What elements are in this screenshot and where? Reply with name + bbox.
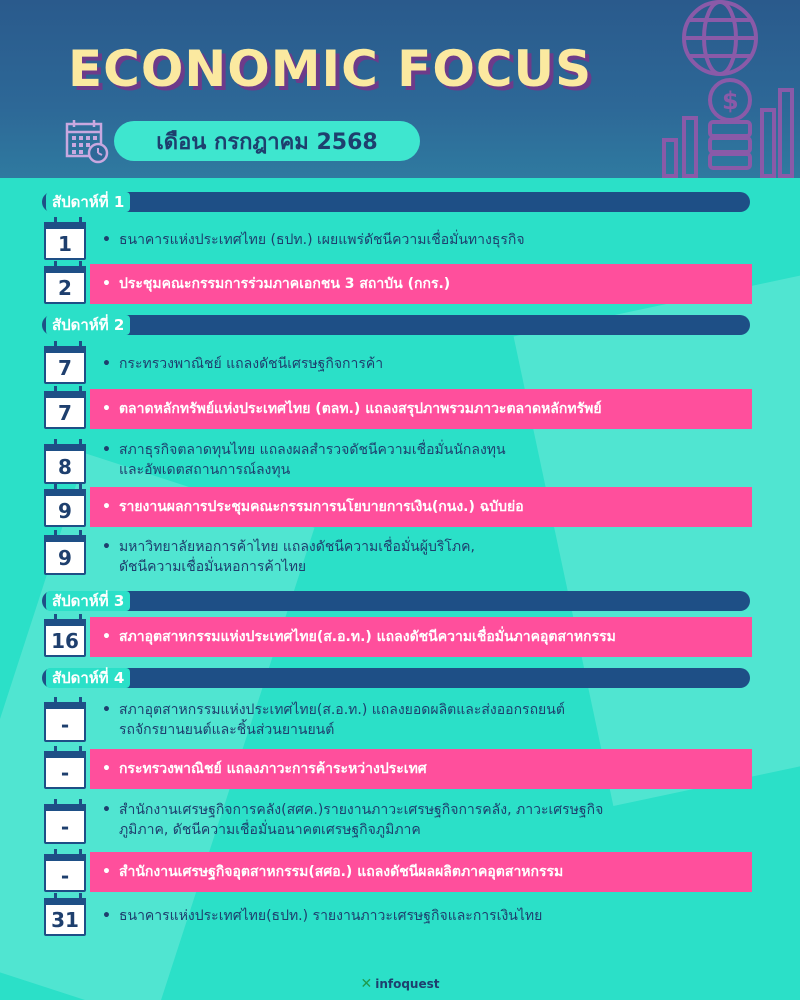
item-description: สำนักงานเศรษฐกิจอุตสาหกรรม(สศอ.) แถลงดัชนีผลผลิตภาคอุตสาหกรรม [118, 864, 564, 880]
week-bar [42, 192, 750, 212]
date-badge: 9 [44, 489, 86, 527]
week-bar [42, 591, 750, 611]
item-description: มหาวิทยาลัยหอการค้าไทย แถลงดัชนีความเชื่อมั่นผู้บริโภค, ดัชนีความเชื่อมั่นหอการค้าไทย [118, 539, 475, 575]
date-badge: 16 [44, 619, 86, 657]
item-description: กระทรวงพาณิชย์ แถลงดัชนีเศรษฐกิจการค้า [118, 356, 384, 372]
date-badge: - [44, 804, 86, 844]
item-description: ธนาคารแห่งประเทศไทย(ธปท.) รายงานภาวะเศรษฐกิจและการเงินไทย [118, 908, 543, 924]
infoquest-logo-icon: ✕ [360, 976, 373, 992]
item-description: กระทรวงพาณิชย์ แถลงภาวะการค้าระหว่างประเทศ [118, 761, 427, 777]
item-description: สภาอุตสาหกรรมแห่งประเทศไทย(ส.อ.ท.) แถลงดัชนีความเชื่อมั่นภาคอุตสาหกรรม [118, 629, 616, 645]
footer-brand [0, 974, 800, 994]
list-item: 1 • ธนาคารแห่งประเทศไทย (ธปท.) เผยแพร่ดัชนีความเชื่อมั่นทางธุรกิจ [44, 220, 752, 260]
date-badge: 2 [44, 266, 86, 304]
week-2-label: สัปดาห์ที่ 2 [46, 315, 130, 335]
list-item: 9 • มหาวิทยาลัยหอการค้าไทย แถลงดัชนีความเชื่อมั่นผู้บริโภค, ดัชนีความเชื่อมั่นหอการค้าไทย [44, 533, 752, 573]
page-title: ECONOMIC FOCUS [68, 40, 593, 98]
svg-text:$: $ [722, 87, 739, 115]
date-badge: - [44, 751, 86, 789]
week-1-label: สัปดาห์ที่ 1 [46, 192, 130, 212]
date-badge: 7 [44, 391, 86, 429]
date-badge: 31 [44, 898, 86, 936]
item-description: ธนาคารแห่งประเทศไทย (ธปท.) เผยแพร่ดัชนีความเชื่อมั่นทางธุรกิจ [118, 232, 525, 248]
list-item: - • สำนักงานเศรษฐกิจอุตสาหกรรม(สศอ.) แถลงดัชนีผลผลิตภาคอุตสาหกรรม [44, 852, 752, 892]
date-badge: 1 [44, 222, 86, 260]
list-item: 9 • รายงานผลการประชุมคณะกรรมการนโยบายการเงิน(กนง.) ฉบับย่อ [44, 487, 752, 527]
list-item: - • สำนักงานเศรษฐกิจการคลัง(สศค.)รายงานภาวะเศรษฐกิจการคลัง, ภาวะเศรษฐกิจ ภูมิภาค, ดัชนีความเชื่อมั่นอนาคตเศรษฐกิจภูมิภาค [44, 796, 752, 836]
date-badge: 9 [44, 535, 86, 575]
date-badge: - [44, 854, 86, 892]
globe-money-icon [600, 0, 800, 178]
item-description: สำนักงานเศรษฐกิจการคลัง(สศค.)รายงานภาวะเศรษฐกิจการคลัง, ภาวะเศรษฐกิจ ภูมิภาค, ดัชนีความเชื่อมั่นอนาคตเศรษฐกิจภูมิภาค [118, 802, 604, 838]
week-bar [42, 668, 750, 688]
date-badge: - [44, 702, 86, 742]
calendar-clock-icon [64, 118, 110, 164]
date-badge: 7 [44, 346, 86, 384]
date-badge: 8 [44, 444, 86, 484]
header [0, 0, 800, 178]
list-item: 31 • ธนาคารแห่งประเทศไทย(ธปท.) รายงานภาวะเศรษฐกิจและการเงินไทย [44, 896, 752, 936]
list-item: 7 • กระทรวงพาณิชย์ แถลงดัชนีเศรษฐกิจการค้า [44, 344, 752, 384]
list-item: - • สภาอุตสาหกรรมแห่งประเทศไทย(ส.อ.ท.) แถลงยอดผลิตและส่งออกรถยนต์ รถจักรยานยนต์และชิ้นส่วนยานยนต์ [44, 696, 752, 736]
item-description: ตลาดหลักทรัพย์แห่งประเทศไทย (ตลท.) แถลงสรุปภาพรวมภาวะตลาดหลักทรัพย์ [118, 401, 602, 417]
item-description: รายงานผลการประชุมคณะกรรมการนโยบายการเงิน(กนง.) ฉบับย่อ [118, 499, 524, 515]
item-description: สภาธุรกิจตลาดทุนไทย แถลงผลสำรวจดัชนีความเชื่อมั่นนักลงทุน และอัพเดตสถานการณ์ลงทุน [118, 442, 506, 478]
brand-name: infoquest [375, 977, 440, 991]
list-item: 16 • สภาอุตสาหกรรมแห่งประเทศไทย(ส.อ.ท.) แถลงดัชนีความเชื่อมั่นภาคอุตสาหกรรม [44, 617, 752, 657]
list-item: - • กระทรวงพาณิชย์ แถลงภาวะการค้าระหว่างประเทศ [44, 749, 752, 789]
list-item: 7 • ตลาดหลักทรัพย์แห่งประเทศไทย (ตลท.) แถลงสรุปภาพรวมภาวะตลาดหลักทรัพย์ [44, 389, 752, 429]
item-description: ประชุมคณะกรรมการร่วมภาคเอกชน 3 สถาบัน (กกร.) [118, 276, 451, 292]
list-item: 2 • ประชุมคณะกรรมการร่วมภาคเอกชน 3 สถาบัน (กกร.) [44, 264, 752, 304]
month-badge: เดือน กรกฎาคม 2568 [114, 121, 420, 161]
week-bar [42, 315, 750, 335]
week-3-label: สัปดาห์ที่ 3 [46, 591, 130, 611]
list-item: 8 • สภาธุรกิจตลาดทุนไทย แถลงผลสำรวจดัชนีความเชื่อมั่นนักลงทุน และอัพเดตสถานการณ์ลงทุน [44, 436, 752, 476]
item-description: สภาอุตสาหกรรมแห่งประเทศไทย(ส.อ.ท.) แถลงยอดผลิตและส่งออกรถยนต์ รถจักรยานยนต์และชิ้นส่วนยานยนต์ [118, 702, 565, 738]
week-4-label: สัปดาห์ที่ 4 [46, 668, 130, 688]
